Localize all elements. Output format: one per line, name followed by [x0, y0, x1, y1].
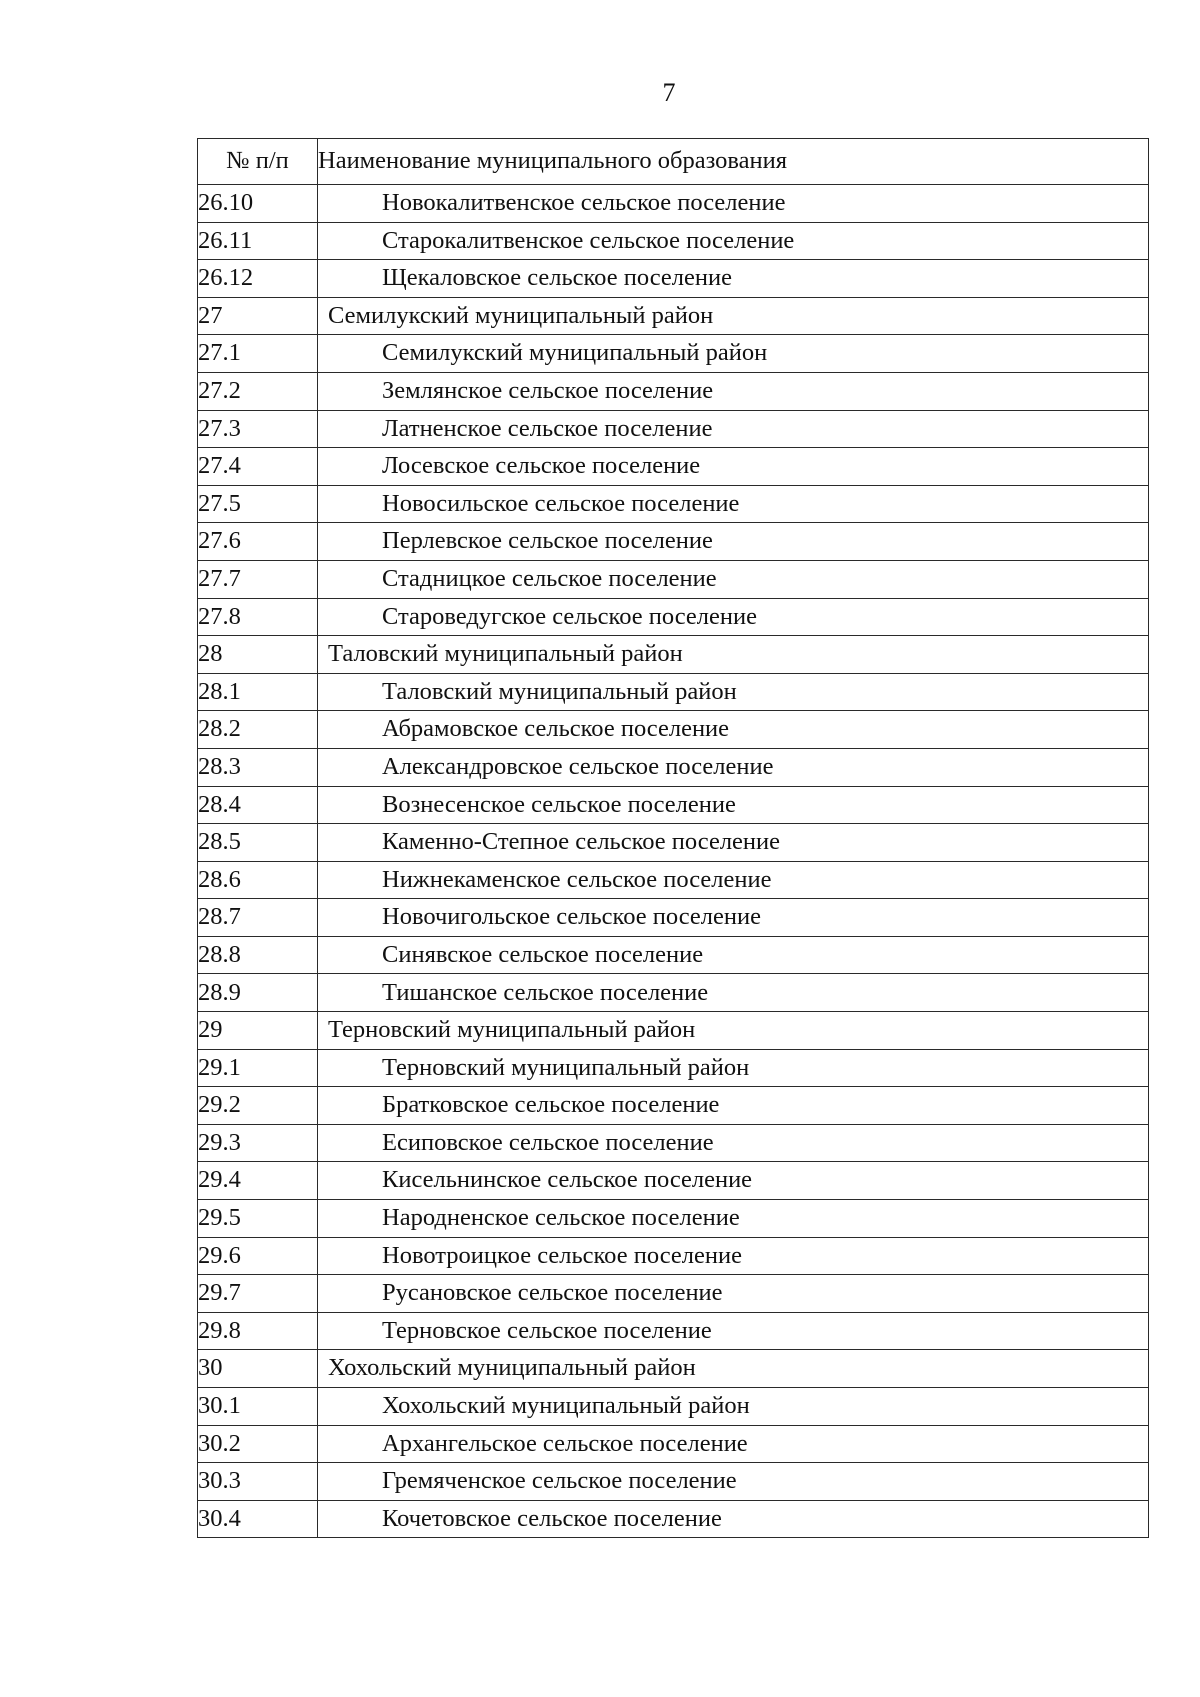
settlement-name: Хохольский муниципальный район [318, 1388, 1149, 1426]
table-row [198, 297, 1149, 335]
table-row [198, 1312, 1149, 1350]
row-number: 28.8 [198, 936, 318, 974]
settlement-name: Староведугское сельское поселение [318, 598, 1149, 636]
table-row [198, 448, 1149, 486]
table-body [198, 185, 1149, 1538]
table-row [198, 1463, 1149, 1501]
row-number: 27.1 [198, 335, 318, 373]
row-number: 29.3 [198, 1124, 318, 1162]
row-number: 27.6 [198, 523, 318, 561]
settlement-name: Александровское сельское поселение [318, 748, 1149, 786]
table-row [198, 786, 1149, 824]
table-row [198, 1425, 1149, 1463]
row-number: 29 [198, 1012, 318, 1050]
column-header-number: № п/п [198, 139, 318, 185]
settlement-name: Старокалитвенское сельское поселение [318, 222, 1149, 260]
table-row [198, 1237, 1149, 1275]
row-number: 27.8 [198, 598, 318, 636]
table-row [198, 824, 1149, 862]
settlement-name: Стадницкое сельское поселение [318, 560, 1149, 598]
row-number: 26.12 [198, 260, 318, 298]
table-row [198, 974, 1149, 1012]
table-row [198, 1350, 1149, 1388]
table-row [198, 372, 1149, 410]
table-row [198, 861, 1149, 899]
row-number: 29.5 [198, 1200, 318, 1238]
settlement-name: Нижнекаменское сельское поселение [318, 861, 1149, 899]
row-number: 30.4 [198, 1500, 318, 1538]
row-number: 30.2 [198, 1425, 318, 1463]
row-number: 28.9 [198, 974, 318, 1012]
settlement-name: Новосильское сельское поселение [318, 485, 1149, 523]
row-number: 26.11 [198, 222, 318, 260]
row-number: 28.6 [198, 861, 318, 899]
settlement-name: Новокалитвенское сельское поселение [318, 185, 1149, 223]
table-row [198, 222, 1149, 260]
row-number: 28.4 [198, 786, 318, 824]
row-number: 30.1 [198, 1388, 318, 1426]
table-row [198, 598, 1149, 636]
row-number: 28 [198, 636, 318, 674]
table-row [198, 1049, 1149, 1087]
settlement-name: Вознесенское сельское поселение [318, 786, 1149, 824]
row-number: 28.5 [198, 824, 318, 862]
settlement-name: Тишанское сельское поселение [318, 974, 1149, 1012]
row-number: 28.7 [198, 899, 318, 937]
settlement-name: Землянское сельское поселение [318, 372, 1149, 410]
table-row [198, 1087, 1149, 1125]
settlement-name: Есиповское сельское поселение [318, 1124, 1149, 1162]
table-row [198, 936, 1149, 974]
table-row [198, 711, 1149, 749]
row-number: 29.8 [198, 1312, 318, 1350]
settlement-name: Новотроицкое сельское поселение [318, 1237, 1149, 1275]
table-row [198, 1200, 1149, 1238]
district-name: Семилукский муниципальный район [318, 297, 1149, 335]
table-row [198, 748, 1149, 786]
table-row [198, 673, 1149, 711]
table-row [198, 560, 1149, 598]
settlement-name: Щекаловское сельское поселение [318, 260, 1149, 298]
page-number: 7 [662, 78, 676, 107]
row-number: 27.7 [198, 560, 318, 598]
row-number: 30 [198, 1350, 318, 1388]
row-number: 29.2 [198, 1087, 318, 1125]
table-row [198, 335, 1149, 373]
district-name: Хохольский муниципальный район [318, 1350, 1149, 1388]
district-name: Терновский муниципальный район [318, 1012, 1149, 1050]
table-row [198, 260, 1149, 298]
row-number: 29.7 [198, 1275, 318, 1313]
settlement-name: Братковское сельское поселение [318, 1087, 1149, 1125]
row-number: 27.2 [198, 372, 318, 410]
district-name: Таловский муниципальный район [318, 636, 1149, 674]
row-number: 29.6 [198, 1237, 318, 1275]
table-row [198, 485, 1149, 523]
settlement-name: Новочигольское сельское поселение [318, 899, 1149, 937]
settlement-name: Каменно-Степное сельское поселение [318, 824, 1149, 862]
row-number: 29.1 [198, 1049, 318, 1087]
row-number: 26.10 [198, 185, 318, 223]
row-number: 28.2 [198, 711, 318, 749]
table-row [198, 899, 1149, 937]
row-number: 27 [198, 297, 318, 335]
table-header [198, 139, 1149, 185]
table-header-row [198, 139, 1149, 185]
settlement-name: Русановское сельское поселение [318, 1275, 1149, 1313]
settlement-name: Синявское сельское поселение [318, 936, 1149, 974]
settlement-name: Латненское сельское поселение [318, 410, 1149, 448]
settlement-name: Таловский муниципальный район [318, 673, 1149, 711]
column-header-name: Наименование муниципального образования [318, 139, 1149, 185]
row-number: 27.4 [198, 448, 318, 486]
settlement-name: Народненское сельское поселение [318, 1200, 1149, 1238]
table-row [198, 185, 1149, 223]
table-row [198, 410, 1149, 448]
table-row [198, 1012, 1149, 1050]
settlement-name: Терновское сельское поселение [318, 1312, 1149, 1350]
table-row [198, 1388, 1149, 1426]
settlement-name: Кисельнинское сельское поселение [318, 1162, 1149, 1200]
table-row [198, 1124, 1149, 1162]
row-number: 28.1 [198, 673, 318, 711]
table-row [198, 523, 1149, 561]
settlement-name: Семилукский муниципальный район [318, 335, 1149, 373]
row-number: 30.3 [198, 1463, 318, 1501]
settlement-name: Абрамовское сельское поселение [318, 711, 1149, 749]
settlement-name: Терновский муниципальный район [318, 1049, 1149, 1087]
table-row [198, 636, 1149, 674]
settlement-name: Архангельское сельское поселение [318, 1425, 1149, 1463]
row-number: 27.3 [198, 410, 318, 448]
settlement-name: Кочетовское сельское поселение [318, 1500, 1149, 1538]
row-number: 29.4 [198, 1162, 318, 1200]
table-row [198, 1275, 1149, 1313]
settlement-name: Гремяченское сельское поселение [318, 1463, 1149, 1501]
row-number: 28.3 [198, 748, 318, 786]
municipalities-table [197, 138, 1149, 1538]
table-row [198, 1162, 1149, 1200]
settlement-name: Перлевское сельское поселение [318, 523, 1149, 561]
table-row [198, 1500, 1149, 1538]
row-number: 27.5 [198, 485, 318, 523]
settlement-name: Лосевское сельское поселение [318, 448, 1149, 486]
